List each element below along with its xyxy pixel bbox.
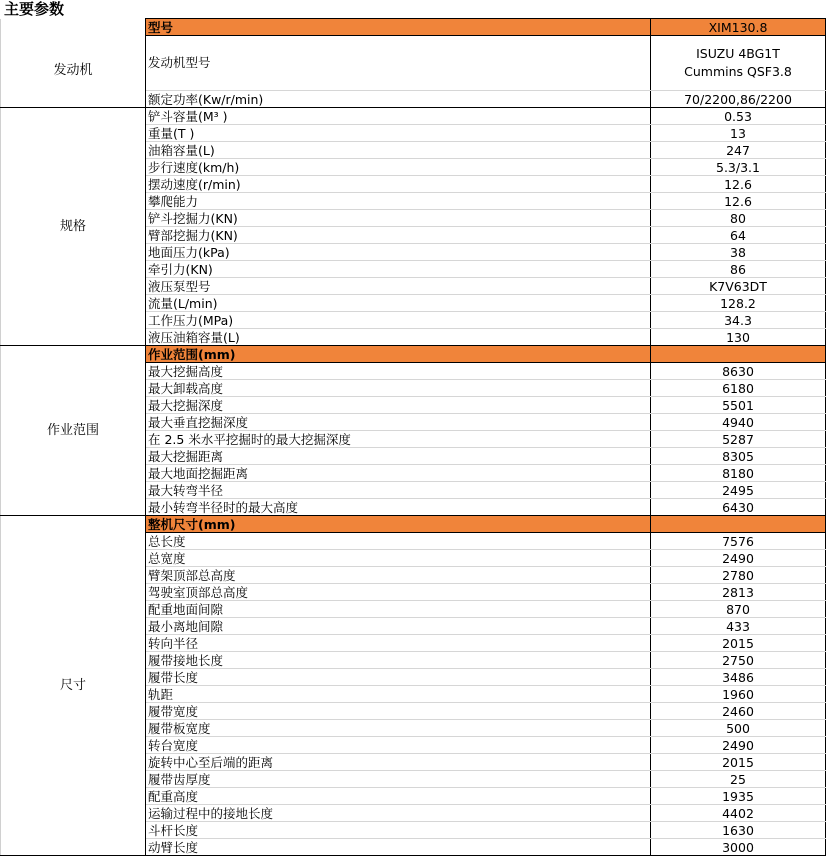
param-value: 500 xyxy=(651,720,826,737)
param-label: 履带板宽度 xyxy=(146,720,651,737)
param-label: 液压泵型号 xyxy=(146,278,651,295)
param-label: 地面压力(kPa) xyxy=(146,244,651,261)
param-value: 128.2 xyxy=(651,295,826,312)
param-value: 8630 xyxy=(651,363,826,380)
param-label: 转向半径 xyxy=(146,635,651,652)
param-label: 最大挖掘高度 xyxy=(146,363,651,380)
model-label: 型号 xyxy=(146,19,651,36)
param-label: 最大挖掘距离 xyxy=(146,448,651,465)
param-value: 7576 xyxy=(651,533,826,550)
dimensions-group-label: 尺寸 xyxy=(1,516,146,856)
param-value: 12.6 xyxy=(651,193,826,210)
param-value: 2490 xyxy=(651,550,826,567)
param-value: 3000 xyxy=(651,839,826,856)
param-label: 最大转弯半径 xyxy=(146,482,651,499)
param-value: 38 xyxy=(651,244,826,261)
param-value: 12.6 xyxy=(651,176,826,193)
param-value: 2015 xyxy=(651,635,826,652)
param-label: 液压油箱容量(L) xyxy=(146,329,651,346)
param-label: 最大挖掘深度 xyxy=(146,397,651,414)
param-label: 履带齿厚度 xyxy=(146,771,651,788)
engine-group-label: 发动机 xyxy=(1,36,146,108)
param-label: 在 2.5 米水平挖掘时的最大挖掘深度 xyxy=(146,431,651,448)
param-label: 铲斗挖掘力(KN) xyxy=(146,210,651,227)
spec-table xyxy=(0,18,826,856)
model-header-row xyxy=(1,19,826,36)
param-value: 80 xyxy=(651,210,826,227)
param-label: 驾驶室顶部总高度 xyxy=(146,584,651,601)
param-value xyxy=(651,36,826,91)
param-value: 5287 xyxy=(651,431,826,448)
param-value: 1960 xyxy=(651,686,826,703)
param-label: 油箱容量(L) xyxy=(146,142,651,159)
param-value: 2015 xyxy=(651,754,826,771)
param-value-line: ISUZU 4BG1T xyxy=(696,46,780,61)
param-value: 3486 xyxy=(651,669,826,686)
param-value: 0.53 xyxy=(651,108,826,125)
param-label: 斗杆长度 xyxy=(146,822,651,839)
param-value: 2460 xyxy=(651,703,826,720)
param-value: 1935 xyxy=(651,788,826,805)
spec-row xyxy=(1,108,826,125)
work-range-header-row xyxy=(1,346,826,363)
spec-table-body xyxy=(1,19,826,856)
param-label: 配重高度 xyxy=(146,788,651,805)
param-value: K7V63DT xyxy=(651,278,826,295)
param-value: 64 xyxy=(651,227,826,244)
param-label: 轨距 xyxy=(146,686,651,703)
param-value: 4940 xyxy=(651,414,826,431)
param-label: 工作压力(MPa) xyxy=(146,312,651,329)
param-label: 重量(T ) xyxy=(146,125,651,142)
param-value: 2490 xyxy=(651,737,826,754)
param-label: 发动机型号 xyxy=(146,36,651,91)
param-label: 臂部挖掘力(KN) xyxy=(146,227,651,244)
param-label: 配重地面间隙 xyxy=(146,601,651,618)
dimensions-header-label: 整机尺寸(mm) xyxy=(146,516,651,533)
param-value: 6430 xyxy=(651,499,826,516)
param-value: 5.3/3.1 xyxy=(651,159,826,176)
param-label: 最大垂直挖掘深度 xyxy=(146,414,651,431)
param-value: 2780 xyxy=(651,567,826,584)
engine-row xyxy=(1,36,826,91)
param-value: 2495 xyxy=(651,482,826,499)
param-label: 运输过程中的接地长度 xyxy=(146,805,651,822)
param-value: 6180 xyxy=(651,380,826,397)
param-label: 旋转中心至后端的距离 xyxy=(146,754,651,771)
work-range-group-label: 作业范围 xyxy=(1,346,146,516)
spec-group-label: 规格 xyxy=(1,108,146,346)
param-label: 履带接地长度 xyxy=(146,652,651,669)
param-label: 牵引力(KN) xyxy=(146,261,651,278)
param-label: 最小转弯半径时的最大高度 xyxy=(146,499,651,516)
param-value: 70/2200,86/2200 xyxy=(651,91,826,108)
param-label: 履带长度 xyxy=(146,669,651,686)
param-value: 8305 xyxy=(651,448,826,465)
work-range-header-value xyxy=(651,346,826,363)
param-value: 5501 xyxy=(651,397,826,414)
param-value: 433 xyxy=(651,618,826,635)
param-label: 攀爬能力 xyxy=(146,193,651,210)
dimensions-header-value xyxy=(651,516,826,533)
param-value: 13 xyxy=(651,125,826,142)
param-value: 2750 xyxy=(651,652,826,669)
param-label: 最大卸载高度 xyxy=(146,380,651,397)
param-label: 最大地面挖掘距离 xyxy=(146,465,651,482)
param-label: 履带宽度 xyxy=(146,703,651,720)
param-value: 8180 xyxy=(651,465,826,482)
dimensions-header-row xyxy=(1,516,826,533)
param-label: 总长度 xyxy=(146,533,651,550)
param-value: 130 xyxy=(651,329,826,346)
param-value: 86 xyxy=(651,261,826,278)
page-title: 主要参数 xyxy=(4,0,65,18)
param-label: 铲斗容量(M³ ) xyxy=(146,108,651,125)
param-label: 动臂长度 xyxy=(146,839,651,856)
param-value: 4402 xyxy=(651,805,826,822)
param-label: 步行速度(km/h) xyxy=(146,159,651,176)
param-value: 1630 xyxy=(651,822,826,839)
param-value: 2813 xyxy=(651,584,826,601)
param-label: 转台宽度 xyxy=(146,737,651,754)
param-value: 34.3 xyxy=(651,312,826,329)
param-label: 流量(L/min) xyxy=(146,295,651,312)
param-label: 额定功率(Kw/r/min) xyxy=(146,91,651,108)
param-value: 870 xyxy=(651,601,826,618)
param-label: 最小离地间隙 xyxy=(146,618,651,635)
param-value-line: Cummins QSF3.8 xyxy=(684,64,792,79)
param-label: 总宽度 xyxy=(146,550,651,567)
group-cell-blank xyxy=(1,19,146,36)
param-label: 摆动速度(r/min) xyxy=(146,176,651,193)
param-value: 25 xyxy=(651,771,826,788)
model-value: XIM130.8 xyxy=(651,19,826,36)
param-value: 247 xyxy=(651,142,826,159)
param-label: 臂架顶部总高度 xyxy=(146,567,651,584)
work-range-header-label: 作业范围(mm) xyxy=(146,346,651,363)
